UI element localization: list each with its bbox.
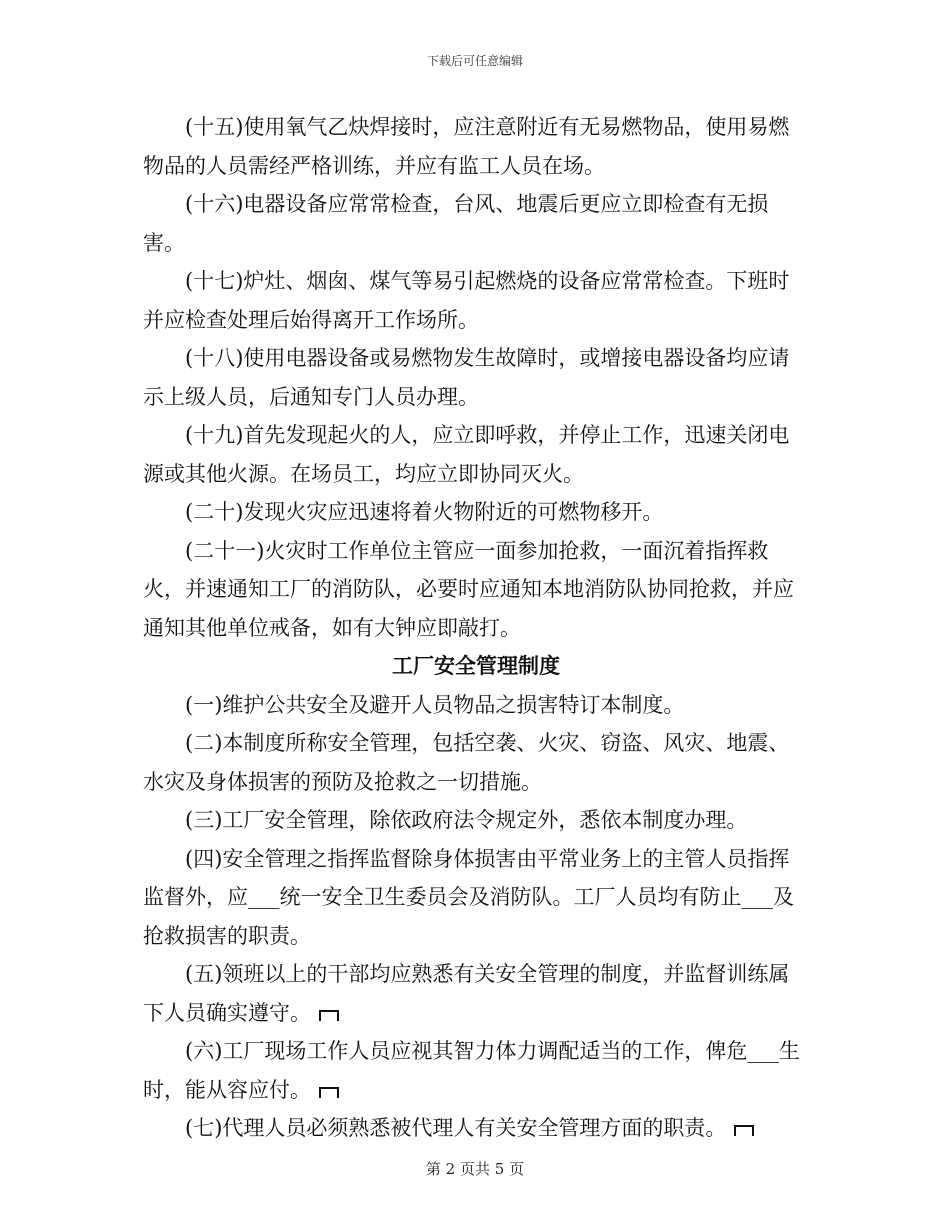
document-body xyxy=(143,108,809,1148)
rule-7 xyxy=(143,1109,809,1148)
rule-7-text: (七)代理人员必须熟悉被代理人有关安全管理方面的职责。 xyxy=(185,1116,727,1140)
paragraph-18: (十八)使用电器设备或易燃物发生故障时，或增接电器设备均应请示上级人员，后通知专门人员办理。 xyxy=(143,346,790,409)
paragraph-15: (十五)使用氧气乙炔焊接时，应注意附近有无易燃物品，使用易燃物品的人员需经严格训练，并应有监工人员在场。 xyxy=(143,115,790,178)
rule-4: (四)安全管理之指挥监督除身体损害由平常业务上的主管人员指挥监督外，应___统一安全卫生委员会及消防队。工厂人员均有防止___及抢救损害的职责。 xyxy=(143,846,794,948)
rule-2: (二)本制度所称安全管理，包括空袭、火灾、窃盗、风灾、地震、水灾及身体损害的预防及抢救之一切措施。 xyxy=(143,731,790,794)
section-title: 工厂安全管理制度 xyxy=(392,653,560,678)
bracket-mark-icon xyxy=(319,1087,339,1098)
rule-1: (一)维护公共安全及避开人员物品之损害特订本制度。 xyxy=(185,692,685,717)
rule-5 xyxy=(143,955,809,1032)
paragraph-17: (十七)炉灶、烟囱、煤气等易引起燃烧的设备应常常检查。下班时并应检查处理后始得离开工作场所。 xyxy=(143,269,790,332)
bracket-mark-icon xyxy=(734,1125,754,1136)
rule-6-text: (六)工厂现场工作人员应视其智力体力调配适当的工作，俾危___生时，能从容应付。 xyxy=(143,1039,800,1102)
paragraph-21: (二十一)火灾时工作单位主管应一面参加抢救，一面沉着指挥救火，并速通知工厂的消防队，必要时应通知本地消防队协同抢救，并应通知其他单位戒备，如有大钟应即敲打。 xyxy=(143,538,794,640)
page-footer: 第 2 页共 5 页 xyxy=(425,1160,525,1178)
bracket-mark-icon xyxy=(319,1010,339,1021)
rule-6 xyxy=(143,1032,809,1109)
paragraph-20: (二十)发现火灾应迅速将着火物附近的可燃物移开。 xyxy=(185,500,664,524)
paragraph-19: (十九)首先发现起火的人，应立即呼救，并停止工作，迅速关闭电源或其他火源。在场员工，均应立即协同灭火。 xyxy=(143,423,790,486)
rule-5-text: (五)领班以上的干部均应熟悉有关安全管理的制度，并监督训练属下人员确实遵守。 xyxy=(143,962,790,1025)
rule-3: (三)工厂安全管理，除依政府法令规定外，悉依本制度办理。 xyxy=(185,808,748,832)
page-header: 下载后可任意编辑 xyxy=(426,54,523,68)
paragraph-16: (十六)电器设备应常常检查，台风、地震后更应立即检查有无损害。 xyxy=(143,192,769,255)
